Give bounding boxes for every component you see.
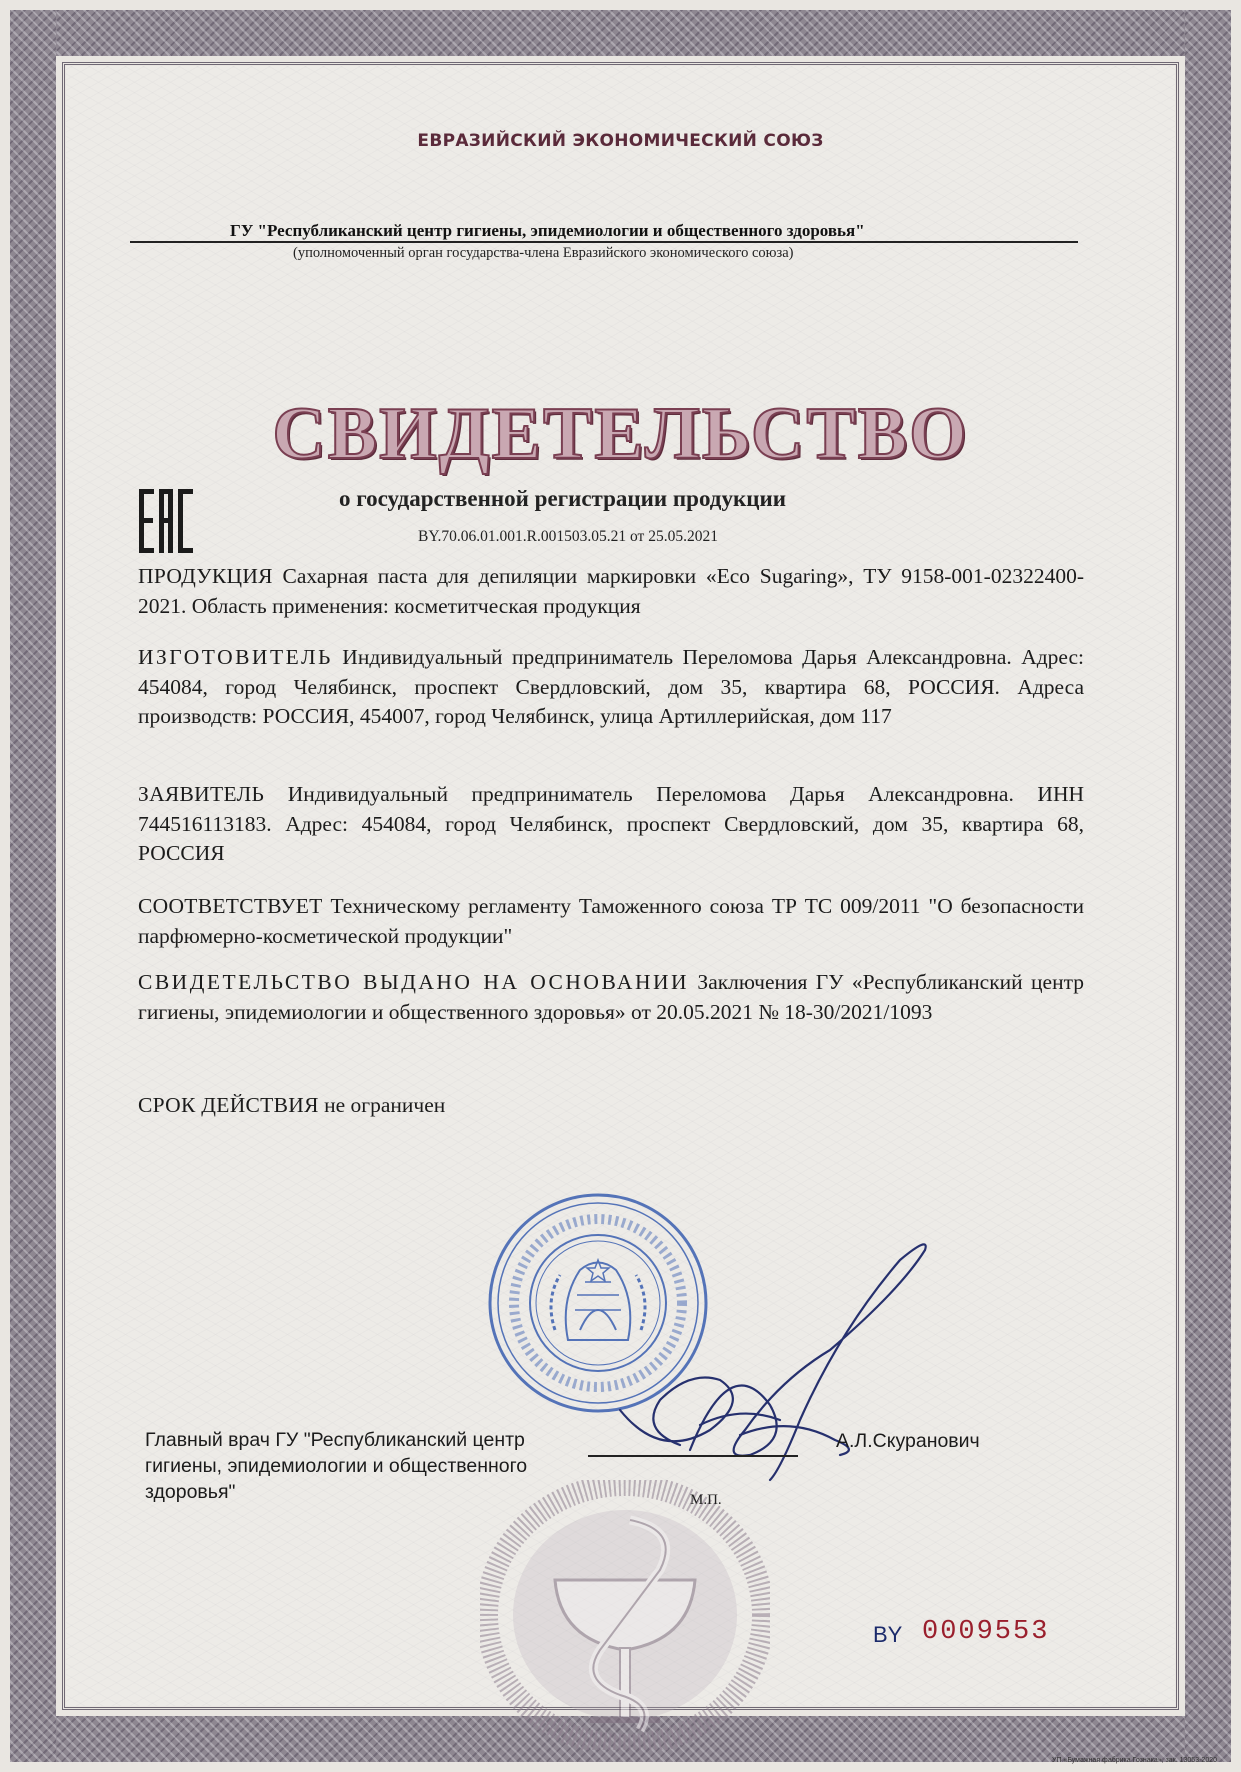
validity-label: СРОК ДЕЙСТВИЯ bbox=[138, 1093, 319, 1117]
manufacturer-label: ИЗГОТОВИТЕЛЬ bbox=[138, 645, 333, 669]
printer-imprint: УП «Бумажная фабрика Гознака», зак. 13053-2020 bbox=[1052, 1757, 1217, 1764]
applicant-label: ЗАЯВИТЕЛЬ bbox=[138, 782, 265, 806]
product-text: Сахарная паста для депиляции маркировки «Eco Sugaring», ТУ 9158-001-02322400-2021. Область применения: косметитческая продукция bbox=[138, 564, 1084, 618]
serial-number: 0009553 bbox=[922, 1617, 1050, 1647]
product-section bbox=[138, 562, 1084, 621]
conformity-label: СООТВЕТСТВУЕТ bbox=[138, 894, 323, 918]
organization-name: ГУ "Республиканский центр гигиены, эпидемиологии и общественного здоровья" bbox=[230, 221, 865, 240]
basis-section bbox=[138, 968, 1084, 1027]
organization-note: (уполномоченный орган государства-члена Евразийского экономического союза) bbox=[293, 245, 794, 261]
signatory-position: Главный врач ГУ "Республиканский центр гигиены, эпидемиологии и общественного здоровья" bbox=[145, 1429, 528, 1503]
serial-prefix: BY bbox=[873, 1622, 903, 1647]
header-divider bbox=[130, 241, 1078, 243]
basis-label: СВИДЕТЕЛЬСТВО ВЫДАНО НА ОСНОВАНИИ bbox=[138, 970, 690, 994]
document-subtitle: о государственной регистрации продукции bbox=[339, 486, 786, 511]
border-pattern-left bbox=[10, 10, 56, 1762]
conformity-text: Техническому регламенту Таможенного союза ТР ТС 009/2011 "О безопасности парфюмерно-косметической продукции" bbox=[138, 894, 1084, 948]
eac-mark-icon bbox=[139, 489, 193, 553]
seal-place-label: М.П. bbox=[690, 1492, 722, 1508]
validity-section bbox=[138, 1091, 1084, 1121]
product-label: ПРОДУКЦИЯ bbox=[138, 564, 273, 588]
signatory-name: А.Л.Скуранович bbox=[836, 1430, 980, 1452]
registration-number: BY.70.06.01.001.R.001503.05.21 от 25.05.2021 bbox=[418, 528, 718, 545]
medical-emblem-watermark bbox=[480, 1480, 770, 1750]
document-title: СВИДЕТЕЛЬСТВО bbox=[272, 393, 969, 475]
conformity-section bbox=[138, 892, 1084, 951]
manufacturer-text: Индивидуальный предприниматель Переломова Дарья Александровна. Адрес: 454084, город Челябинск, проспект Свердловский, дом 35, квартира 68, РОССИЯ. Адреса производств: РОССИЯ, 454007, город Челябинск, улица Артиллерийская, дом 117 bbox=[138, 645, 1084, 728]
manufacturer-section bbox=[138, 643, 1084, 732]
signature-line bbox=[588, 1455, 798, 1457]
border-pattern-top bbox=[10, 10, 1231, 56]
validity-text: не ограничен bbox=[324, 1093, 446, 1117]
applicant-text: Индивидуальный предприниматель Переломова Дарья Александровна. ИНН 744516113183. Адрес: 454084, город Челябинск, проспект Свердловский, дом 35, квартира 68, РОССИЯ bbox=[138, 782, 1084, 865]
union-heading: ЕВРАЗИЙСКИЙ ЭКОНОМИЧЕСКИЙ СОЮЗ bbox=[417, 131, 824, 151]
border-pattern-right bbox=[1185, 10, 1231, 1762]
applicant-section bbox=[138, 780, 1084, 869]
basis-text: Заключения ГУ «Республиканский центр гигиены, эпидемиологии и общественного здоровья» от 20.05.2021 № 18-30/2021/1093 bbox=[138, 970, 1084, 1024]
